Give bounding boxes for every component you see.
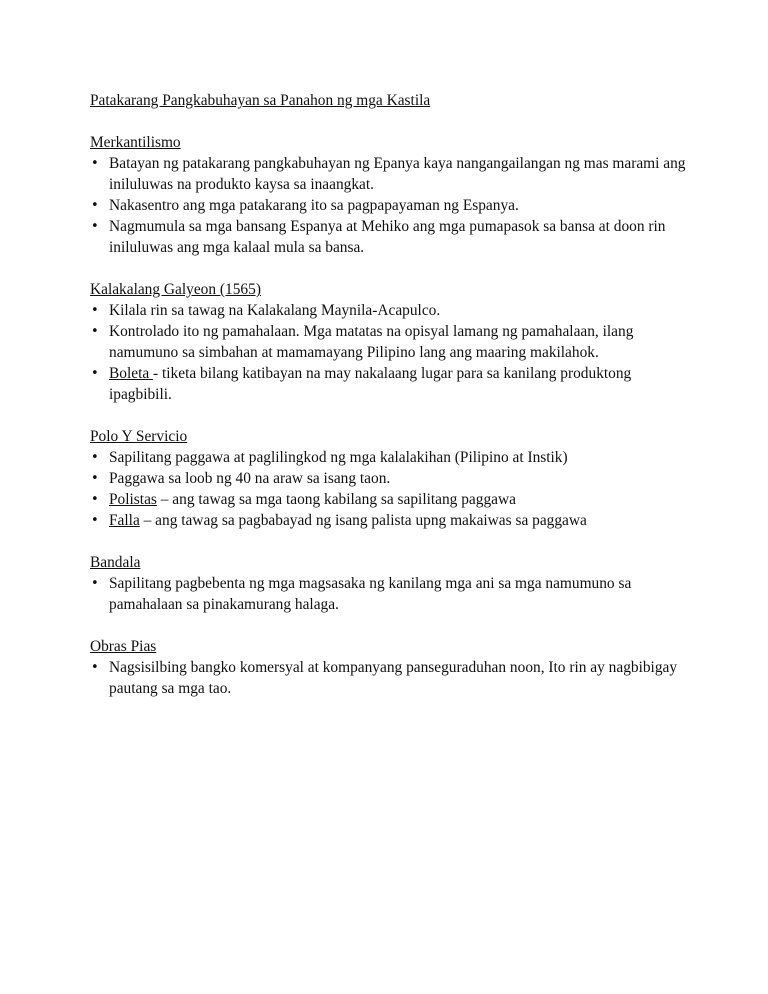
list-item	[90, 195, 690, 216]
item-term: Boleta	[109, 365, 154, 382]
list-item	[90, 489, 690, 510]
list-item	[90, 657, 690, 699]
list-item	[90, 468, 690, 489]
section-merkantilismo	[90, 132, 690, 258]
item-text: Kontrolado ito ng pamahalaan. Mga matatas na opisyal lamang ng pamahalaan, ilang namumuno sa simbahan at mamamayang Pilipino lang ang maaring makilahok.	[109, 323, 634, 361]
bullet-list	[90, 573, 690, 615]
item-text: - tiketa bilang katibayan na may nakalaang lugar para sa kanilang produktong ipagbibili.	[109, 365, 632, 403]
list-item	[90, 510, 690, 531]
item-text: Sapilitang pagbebenta ng mga magsasaka ng kanilang mga ani sa mga namumuno sa pamahalaan sa pinakamurang halaga.	[109, 575, 632, 613]
list-item	[90, 321, 690, 363]
item-text: Nagsisilbing bangko komersyal at kompanyang panseguraduhan noon, Ito rin ay nagbibigay pautang sa mga tao.	[109, 659, 678, 697]
list-item	[90, 447, 690, 468]
section-heading: Polo Y Servicio	[90, 428, 188, 445]
section-heading: Kalakalang Galyeon (1565)	[90, 281, 261, 298]
item-text: Sapilitang paggawa at paglilingkod ng mga kalalakihan (Pilipino at Instik)	[109, 449, 568, 466]
section-heading: Merkantilismo	[90, 134, 181, 151]
list-item	[90, 573, 690, 615]
list-item	[90, 153, 690, 195]
item-term: Polistas	[109, 491, 157, 508]
list-item	[90, 363, 690, 405]
bullet-list	[90, 300, 690, 405]
section-obras-pias	[90, 636, 690, 699]
bullet-list	[90, 153, 690, 258]
section-bandala	[90, 552, 690, 615]
section-polo-y-servicio	[90, 426, 690, 531]
item-text: Batayan ng patakarang pangkabuhayan ng Epanya kaya nangangailangan ng mas marami ang iniluluwas na produkto kaysa sa inaangkat.	[109, 155, 686, 193]
item-text: Nakasentro ang mga patakarang ito sa pagpapayaman ng Espanya.	[109, 197, 519, 214]
item-term: Falla	[109, 512, 140, 529]
document-title: Patakarang Pangkabuhayan sa Panahon ng mga Kastila	[90, 92, 431, 109]
section-heading: Obras Pias	[90, 638, 157, 655]
section-heading: Bandala	[90, 554, 141, 571]
document-content	[90, 90, 690, 720]
item-text: Paggawa sa loob ng 40 na araw sa isang taon.	[109, 470, 391, 487]
item-text: Kilala rin sa tawag na Kalakalang Maynila-Acapulco.	[109, 302, 441, 319]
item-text: Nagmumula sa mga bansang Espanya at Mehiko ang mga pumapasok sa bansa at doon rin iniluluwas ang mga kalaal mula sa bansa.	[109, 218, 666, 256]
bullet-list	[90, 657, 690, 699]
section-kalakalang-galyeon	[90, 279, 690, 405]
item-text: – ang tawag sa mga taong kabilang sa sapilitang paggawa	[156, 491, 516, 508]
list-item	[90, 300, 690, 321]
bullet-list	[90, 447, 690, 531]
list-item	[90, 216, 690, 258]
item-text: – ang tawag sa pagbabayad ng isang palista upng makaiwas sa paggawa	[139, 512, 587, 529]
